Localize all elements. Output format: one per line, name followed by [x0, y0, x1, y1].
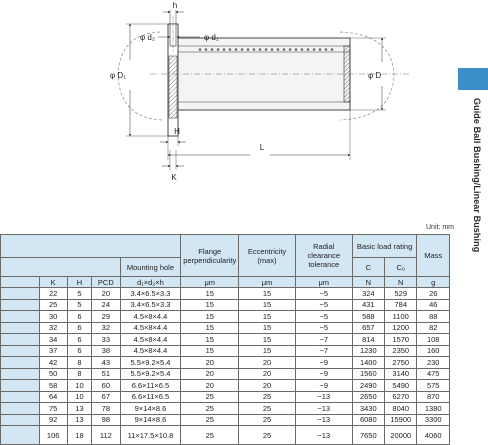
- cell-C: 657: [352, 322, 384, 334]
- cell-flange: 20: [181, 368, 239, 380]
- cell-K: 42: [39, 357, 67, 369]
- header-mounting-hole: Mounting hole: [120, 258, 181, 277]
- cell-radial: −7: [295, 345, 352, 357]
- cell-PCD: 29: [92, 311, 120, 323]
- cell-C0: 2750: [385, 357, 417, 369]
- cell-K: 75: [39, 403, 67, 415]
- cell-flange: 15: [181, 322, 239, 334]
- cell-ecc: 25: [239, 426, 296, 445]
- cell-mass: 575: [417, 380, 450, 392]
- label-h: h: [172, 1, 178, 10]
- row-spacer: [1, 357, 40, 369]
- table-row: [1, 345, 450, 357]
- cell-C: 431: [352, 299, 384, 311]
- cell-H: 10: [67, 380, 91, 392]
- header-radial: Radial clearance tolerance: [295, 235, 352, 277]
- label-H: H: [174, 127, 180, 136]
- cell-flange: 25: [181, 391, 239, 403]
- cell-radial: −9: [295, 380, 352, 392]
- unit-radial: μm: [295, 277, 352, 288]
- cell-C0: 3140: [385, 368, 417, 380]
- cell-ecc: 15: [239, 334, 296, 346]
- header-blank-3: [1, 277, 40, 288]
- cell-PCD: 51: [92, 368, 120, 380]
- label-d2: φ d₂: [140, 33, 155, 42]
- label-D1: φ D₁: [110, 71, 126, 80]
- cell-mass: 82: [417, 322, 450, 334]
- table-row: [1, 299, 450, 311]
- cell-H: 8: [67, 368, 91, 380]
- cell-mass: 26: [417, 288, 450, 300]
- cell-K: 92: [39, 414, 67, 426]
- cell-hole: 9×14×8.6: [120, 403, 181, 415]
- row-spacer: [1, 403, 40, 415]
- cell-H: 5: [67, 299, 91, 311]
- cell-ecc: 20: [239, 380, 296, 392]
- cell-ecc: 15: [239, 288, 296, 300]
- cell-flange: 15: [181, 299, 239, 311]
- cell-PCD: 38: [92, 345, 120, 357]
- cell-hole: 4.5×8×4.4: [120, 311, 181, 323]
- cell-radial: −13: [295, 403, 352, 415]
- cell-C: 2650: [352, 391, 384, 403]
- cell-mass: 3300: [417, 414, 450, 426]
- cell-C: 2490: [352, 380, 384, 392]
- cell-C0: 2350: [385, 345, 417, 357]
- unit-note: Unit: mm: [426, 224, 454, 231]
- row-spacer: [1, 322, 40, 334]
- cell-ecc: 15: [239, 345, 296, 357]
- cell-C0: 5490: [385, 380, 417, 392]
- cell-PCD: 98: [92, 414, 120, 426]
- cell-PCD: 32: [92, 322, 120, 334]
- cell-radial: −7: [295, 334, 352, 346]
- cell-mass: 4060: [417, 426, 450, 445]
- cell-C: 588: [352, 311, 384, 323]
- cell-C0: 1570: [385, 334, 417, 346]
- cell-mass: 870: [417, 391, 450, 403]
- cell-ecc: 20: [239, 357, 296, 369]
- row-spacer: [1, 368, 40, 380]
- cell-C: 6080: [352, 414, 384, 426]
- header-H: H: [67, 277, 91, 288]
- cell-ecc: 25: [239, 414, 296, 426]
- header-K: K: [39, 277, 67, 288]
- label-d1: φ d₁: [204, 33, 219, 42]
- header-eccentricity: Eccentricity (max): [239, 235, 296, 277]
- cell-H: 18: [67, 426, 91, 445]
- header-flange: Flange perpendicularity: [181, 235, 239, 277]
- cell-C: 7650: [352, 426, 384, 445]
- cell-radial: −13: [295, 426, 352, 445]
- table-row: [1, 357, 450, 369]
- cell-mass: 108: [417, 334, 450, 346]
- cell-mass: 88: [417, 311, 450, 323]
- unit-eccentricity: μm: [239, 277, 296, 288]
- cell-ecc: 25: [239, 391, 296, 403]
- cell-hole: 4.5×8×4.4: [120, 334, 181, 346]
- table-row: [1, 403, 450, 415]
- cell-hole: 4.5×8×4.4: [120, 345, 181, 357]
- cell-PCD: 67: [92, 391, 120, 403]
- cell-mass: 46: [417, 299, 450, 311]
- cell-radial: −5: [295, 288, 352, 300]
- cell-C: 1400: [352, 357, 384, 369]
- cell-H: 13: [67, 403, 91, 415]
- table-row: [1, 322, 450, 334]
- header-blank: [1, 235, 181, 258]
- header-C: C: [352, 258, 384, 277]
- cell-K: 34: [39, 334, 67, 346]
- cell-ecc: 15: [239, 299, 296, 311]
- spec-table: [0, 234, 450, 445]
- cell-hole: 3.4×6.5×3.3: [120, 299, 181, 311]
- cell-radial: −13: [295, 391, 352, 403]
- cell-hole: 3.4×6.5×3.3: [120, 288, 181, 300]
- cell-radial: −9: [295, 357, 352, 369]
- header-blank-2: [1, 258, 121, 277]
- header-mass: Mass: [417, 235, 450, 277]
- cell-flange: 25: [181, 403, 239, 415]
- cell-radial: −5: [295, 299, 352, 311]
- cell-radial: −13: [295, 414, 352, 426]
- cell-ecc: 25: [239, 403, 296, 415]
- unit-flange: μm: [181, 277, 239, 288]
- cell-H: 10: [67, 391, 91, 403]
- label-D: φ D: [368, 71, 382, 80]
- cell-hole: 6.6×11×6.5: [120, 391, 181, 403]
- cell-flange: 15: [181, 334, 239, 346]
- cell-flange: 20: [181, 380, 239, 392]
- cell-flange: 15: [181, 288, 239, 300]
- row-spacer: [1, 414, 40, 426]
- cell-K: 37: [39, 345, 67, 357]
- cell-H: 8: [67, 357, 91, 369]
- cell-C0: 1200: [385, 322, 417, 334]
- cell-PCD: 43: [92, 357, 120, 369]
- bushing-drawing: [0, 0, 440, 222]
- row-spacer: [1, 311, 40, 323]
- cell-PCD: 60: [92, 380, 120, 392]
- table-row: [1, 368, 450, 380]
- table-row: [1, 414, 450, 426]
- cell-flange: 25: [181, 426, 239, 445]
- cell-mass: 230: [417, 357, 450, 369]
- cell-ecc: 15: [239, 311, 296, 323]
- cell-flange: 25: [181, 414, 239, 426]
- table-row: [1, 334, 450, 346]
- cell-C0: 15900: [385, 414, 417, 426]
- unit-C: N: [352, 277, 384, 288]
- cell-hole: 9×14×8.6: [120, 414, 181, 426]
- cell-H: 5: [67, 288, 91, 300]
- cell-C0: 784: [385, 299, 417, 311]
- cell-H: 6: [67, 311, 91, 323]
- cell-K: 64: [39, 391, 67, 403]
- row-spacer: [1, 380, 40, 392]
- table-row: [1, 311, 450, 323]
- cell-H: 6: [67, 345, 91, 357]
- cell-H: 6: [67, 322, 91, 334]
- table-row: [1, 380, 450, 392]
- cell-PCD: 33: [92, 334, 120, 346]
- cell-C0: 8040: [385, 403, 417, 415]
- row-spacer: [1, 334, 40, 346]
- cell-mass: 1380: [417, 403, 450, 415]
- cell-C: 1560: [352, 368, 384, 380]
- cell-H: 13: [67, 414, 91, 426]
- table-row: [1, 391, 450, 403]
- cell-K: 58: [39, 380, 67, 392]
- cell-K: 25: [39, 299, 67, 311]
- cell-H: 6: [67, 334, 91, 346]
- row-spacer: [1, 288, 40, 300]
- cell-K: 30: [39, 311, 67, 323]
- cell-hole: 6.6×11×6.5: [120, 380, 181, 392]
- cell-K: 50: [39, 368, 67, 380]
- cell-radial: −5: [295, 311, 352, 323]
- label-L: L: [259, 143, 265, 152]
- unit-mass: g: [417, 277, 450, 288]
- header-C0: C₀: [385, 258, 417, 277]
- header-dxdxh: d₁×d₂×h: [120, 277, 181, 288]
- cell-C: 1230: [352, 345, 384, 357]
- cell-C: 324: [352, 288, 384, 300]
- cell-K: 22: [39, 288, 67, 300]
- cell-C0: 20000: [385, 426, 417, 445]
- cell-C: 3430: [352, 403, 384, 415]
- cell-radial: −9: [295, 368, 352, 380]
- section-title: Guide Ball Bushing/Linear Bushing: [472, 98, 482, 253]
- cell-hole: 11×17.5×10.8: [120, 426, 181, 445]
- unit-C0: N: [385, 277, 417, 288]
- table-row: [1, 288, 450, 300]
- row-spacer: [1, 299, 40, 311]
- cell-hole: 4.5×8×4.4: [120, 322, 181, 334]
- row-spacer: [1, 345, 40, 357]
- cell-PCD: 20: [92, 288, 120, 300]
- cell-C0: 529: [385, 288, 417, 300]
- row-spacer: [1, 391, 40, 403]
- cell-C0: 1100: [385, 311, 417, 323]
- header-PCD: PCD: [92, 277, 120, 288]
- cell-mass: 475: [417, 368, 450, 380]
- cell-ecc: 15: [239, 322, 296, 334]
- row-spacer: [1, 426, 40, 445]
- cell-PCD: 112: [92, 426, 120, 445]
- cell-K: 106: [39, 426, 67, 445]
- cell-PCD: 78: [92, 403, 120, 415]
- label-K: K: [171, 173, 177, 182]
- cell-hole: 5.5×9.2×5.4: [120, 357, 181, 369]
- cell-C: 814: [352, 334, 384, 346]
- cell-mass: 160: [417, 345, 450, 357]
- cell-radial: −5: [295, 322, 352, 334]
- cell-K: 32: [39, 322, 67, 334]
- ball-row: [199, 48, 334, 51]
- cell-flange: 20: [181, 357, 239, 369]
- header-basic-load: Basic load rating: [352, 235, 417, 258]
- table-row: [1, 426, 450, 445]
- section-tab: [458, 68, 488, 90]
- cell-ecc: 20: [239, 368, 296, 380]
- cell-flange: 15: [181, 311, 239, 323]
- cell-hole: 5.5×9.2×5.4: [120, 368, 181, 380]
- cell-flange: 15: [181, 345, 239, 357]
- cell-PCD: 24: [92, 299, 120, 311]
- cell-C0: 6270: [385, 391, 417, 403]
